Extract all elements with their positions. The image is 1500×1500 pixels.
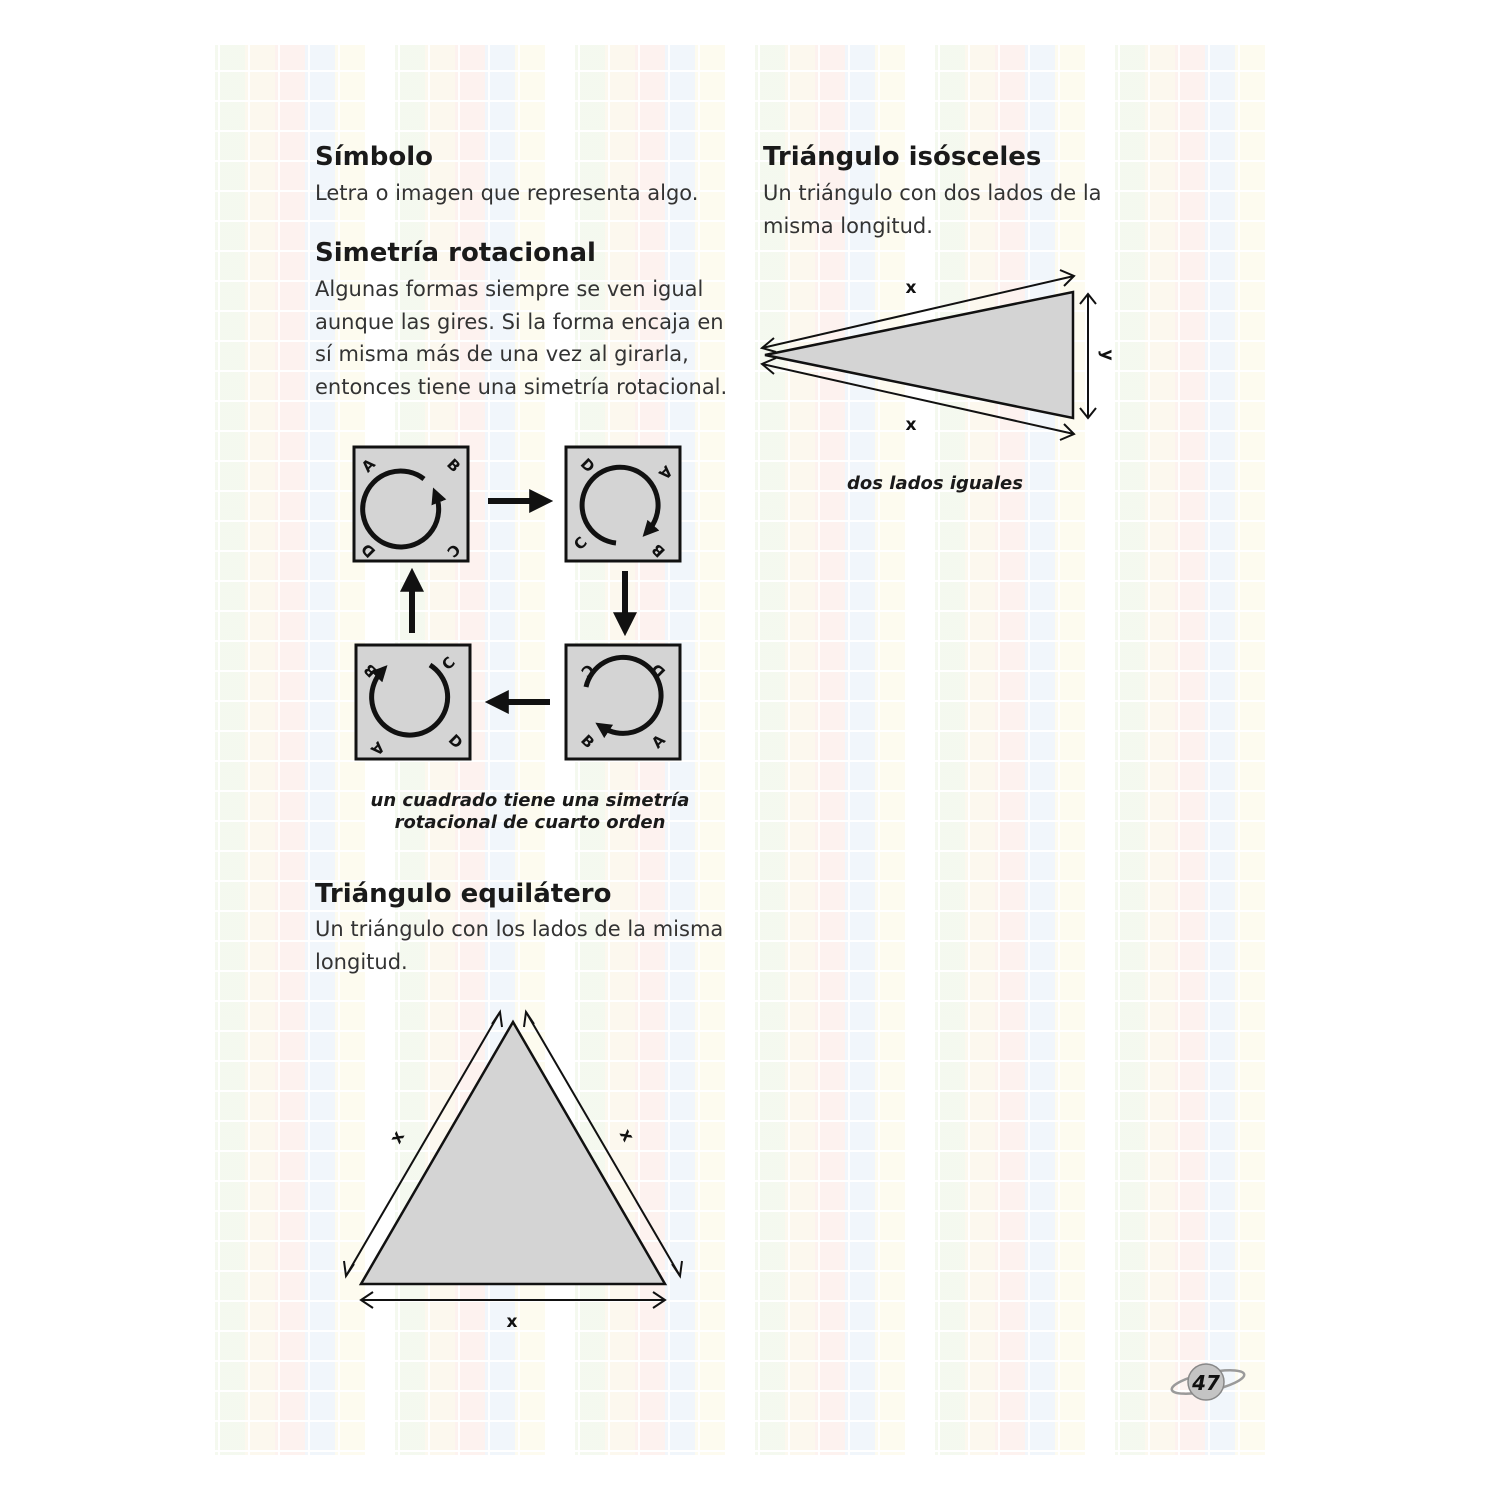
label-a: A: [655, 462, 677, 484]
caption-line: un cuadrado tiene una simetría: [370, 790, 690, 811]
label-b: B: [577, 731, 598, 752]
isosceles-diagram: [750, 260, 1130, 460]
label-d: D: [357, 539, 380, 562]
label-c: C: [570, 533, 591, 554]
text-isosceles: [763, 177, 1102, 242]
caption-simetria: [340, 790, 720, 834]
label-d: D: [444, 730, 467, 753]
rotation-diagram: [340, 435, 700, 775]
label-d: D: [576, 454, 599, 477]
label-b: B: [360, 660, 381, 681]
label-x-top: x: [905, 278, 917, 298]
equilateral-triangle: [361, 1022, 665, 1284]
label-a: A: [367, 738, 389, 760]
label-c: C: [443, 540, 464, 561]
label-x-bottom: x: [506, 1312, 518, 1332]
text-simbolo: Letra o imagen que representa algo.: [315, 181, 699, 205]
label-d: D: [647, 659, 670, 682]
text-line: Un triángulo con los lados de la misma: [315, 917, 724, 941]
text-simetria: [315, 273, 727, 403]
text-line: longitud.: [315, 949, 408, 974]
caption-isosceles: dos lados iguales: [847, 473, 1023, 494]
label-b: B: [443, 455, 464, 476]
square-1: [354, 447, 468, 561]
heading-equilatero: Triángulo equilátero: [315, 879, 612, 909]
text-line: aunque las gires. Si la forma encaja en: [315, 309, 724, 334]
square-4: [356, 645, 470, 759]
planet-icon: [1168, 1360, 1248, 1404]
heading-simbolo: Símbolo: [315, 142, 433, 172]
text-equilatero: [315, 913, 723, 978]
heading-simetria: Simetría rotacional: [315, 238, 596, 268]
label-c: C: [577, 660, 598, 681]
text-line: sí misma más de una vez al girarla,: [315, 342, 689, 366]
label-a: A: [647, 730, 669, 752]
label-x-left: x: [386, 1127, 410, 1148]
square-2: [566, 447, 680, 561]
heading-isosceles: Triángulo isósceles: [763, 142, 1042, 172]
label-a: A: [357, 454, 379, 476]
text-line: Algunas formas siempre se ven igual: [315, 277, 704, 301]
equilateral-diagram: [330, 1000, 700, 1340]
label-x-bottom: x: [905, 415, 917, 435]
label-b: B: [648, 540, 669, 561]
page-number-badge: [1168, 1360, 1248, 1404]
text-line: entonces tiene una simetría rotacional.: [315, 374, 728, 399]
label-c: C: [438, 653, 459, 674]
label-y: y: [1097, 349, 1117, 361]
page-number: 47: [1192, 1371, 1220, 1395]
square-3: [566, 645, 680, 759]
label-x-right: x: [614, 1125, 638, 1146]
text-line: Un triángulo con dos lados de la: [763, 181, 1102, 205]
text-line: misma longitud.: [763, 213, 933, 238]
caption-line: rotacional de cuarto orden: [394, 812, 666, 833]
